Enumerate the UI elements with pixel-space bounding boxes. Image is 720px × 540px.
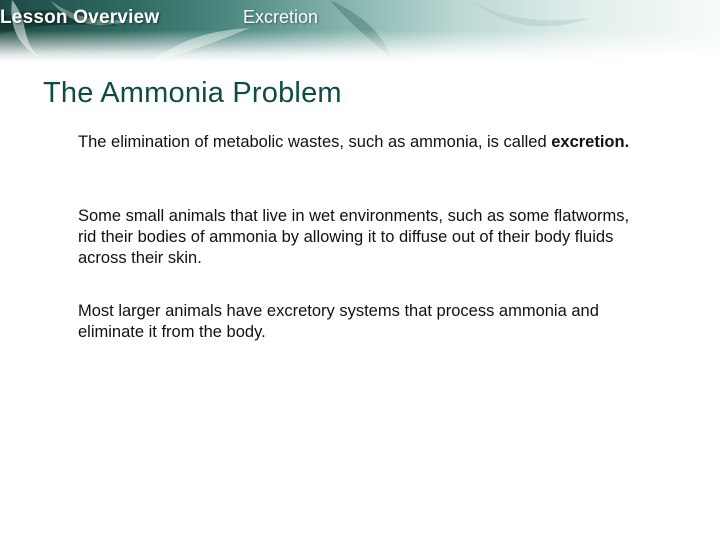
slide-title: The Ammonia Problem <box>43 77 342 109</box>
paragraph-small-animals: Some small animals that live in wet environments, such as some flatworms, rid their bodies of ammonia by allowing it to diffuse out of their body fluids across their skin. <box>78 207 630 267</box>
paragraph-larger-animals: Most larger animals have excretory systems that process ammonia and eliminate it from the body. <box>78 302 599 341</box>
paragraph-excretion-definition <box>78 132 638 153</box>
banner-fade <box>0 30 720 62</box>
header-banner <box>0 0 720 62</box>
lesson-overview-label: Lesson Overview <box>0 7 160 28</box>
paragraph-text: The elimination of metabolic wastes, such as ammonia, is called <box>78 133 552 151</box>
emphasis-term: excretion. <box>551 133 630 151</box>
topic-label: Excretion <box>243 7 319 27</box>
